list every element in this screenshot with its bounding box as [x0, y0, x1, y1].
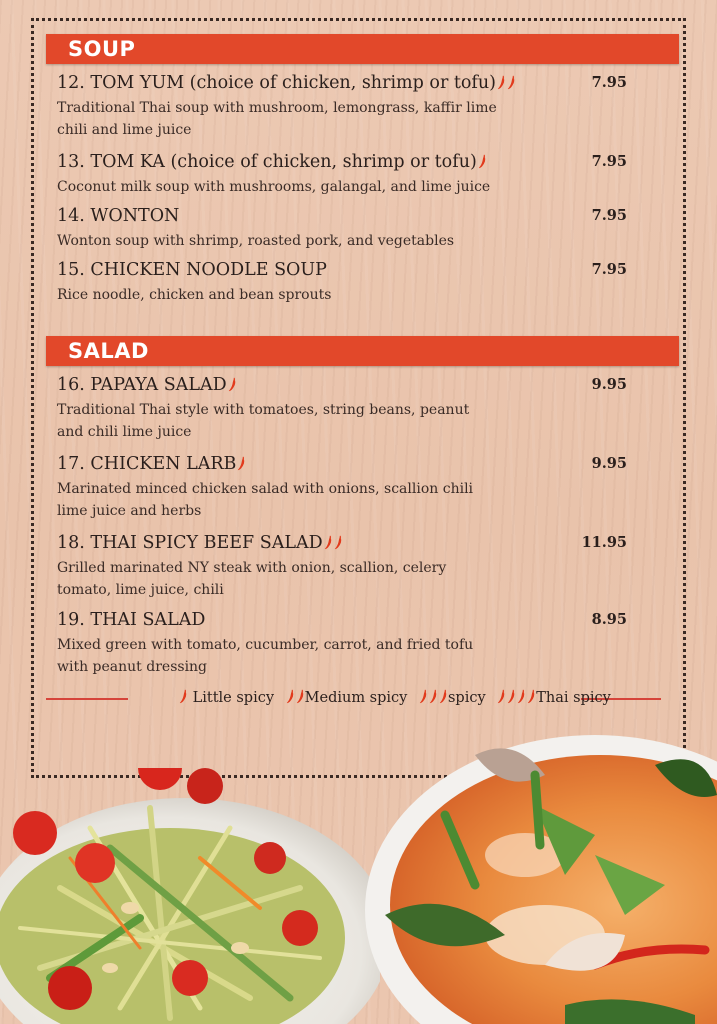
item-price: 9.95: [591, 376, 627, 393]
item-description: Mixed green with tomato, cucumber, carrot, and fried tofu with peanut dressing: [57, 637, 474, 675]
legend-divider-left: [46, 698, 128, 700]
chili-icon: [496, 690, 536, 706]
item-description: Rice noodle, chicken and bean sprouts: [57, 287, 332, 303]
item-title: 15. CHICKEN NOODLE SOUP: [57, 260, 327, 280]
legend-little-spicy: Little spicy: [192, 690, 275, 706]
item-price: 7.95: [591, 261, 627, 278]
legend-thai-spicy: Thai spicy: [536, 690, 611, 706]
legend-medium-spicy: Medium spicy: [304, 690, 408, 706]
salad-section-title: SALAD: [68, 339, 149, 363]
papaya-salad-photo: [0, 768, 380, 1024]
item-title: 14. WONTON: [57, 206, 180, 226]
item-description: Traditional Thai soup with mushroom, lemongrass, kaffir lime chili and lime juice: [57, 100, 497, 138]
item-price: 9.95: [591, 455, 627, 472]
item-title: 13. TOM KA (choice of chicken, shrimp or tofu): [57, 152, 477, 172]
tom-yum-soup-photo: [365, 735, 717, 1024]
menu-item-thai-spicy-beef-salad: [57, 532, 627, 601]
item-description: Traditional Thai style with tomatoes, string beans, peanut and chili lime juice: [57, 402, 470, 440]
chili-icon: [236, 454, 246, 474]
menu-item-papaya-salad: [57, 374, 627, 443]
item-title: 17. CHICKEN LARB: [57, 454, 237, 474]
menu-item-wonton: [57, 205, 627, 252]
item-description: Grilled marinated NY steak with onion, scallion, celery tomato, lime juice, chili: [57, 560, 447, 598]
item-price: 8.95: [591, 611, 627, 628]
menu-item-thai-salad: [57, 609, 627, 678]
item-description: Coconut milk soup with mushrooms, galangal, and lime juice: [57, 179, 491, 195]
chili-icon: [323, 533, 343, 553]
item-title: 19. THAI SALAD: [57, 610, 206, 630]
spice-legend: [46, 689, 661, 709]
soup-section-header: [46, 34, 679, 64]
chili-icon: [496, 73, 516, 93]
soup-section-title: SOUP: [68, 37, 136, 61]
menu-item-chicken-larb: [57, 453, 627, 522]
menu-item-chicken-noodle-soup: [57, 259, 627, 306]
menu-item-tom-ka: [57, 151, 627, 198]
legend-spicy: spicy: [447, 690, 486, 706]
item-price: 11.95: [581, 534, 627, 551]
chili-icon: [227, 375, 237, 395]
salad-section-header: [46, 336, 679, 366]
chili-icon: [285, 690, 305, 706]
item-price: 7.95: [591, 207, 627, 224]
item-price: 7.95: [591, 153, 627, 170]
menu-item-tom-yum: [57, 72, 627, 141]
item-title: 12. TOM YUM (choice of chicken, shrimp or tofu): [57, 73, 497, 93]
chili-icon: [477, 152, 487, 172]
item-title: 16. PAPAYA SALAD: [57, 375, 227, 395]
item-description: Marinated minced chicken salad with onions, scallion chili lime juice and herbs: [57, 481, 474, 519]
chili-icon: [418, 690, 448, 706]
chili-icon: [178, 690, 188, 706]
item-title: 18. THAI SPICY BEEF SALAD: [57, 533, 323, 553]
item-price: 7.95: [591, 74, 627, 91]
item-description: Wonton soup with shrimp, roasted pork, and vegetables: [57, 233, 455, 249]
